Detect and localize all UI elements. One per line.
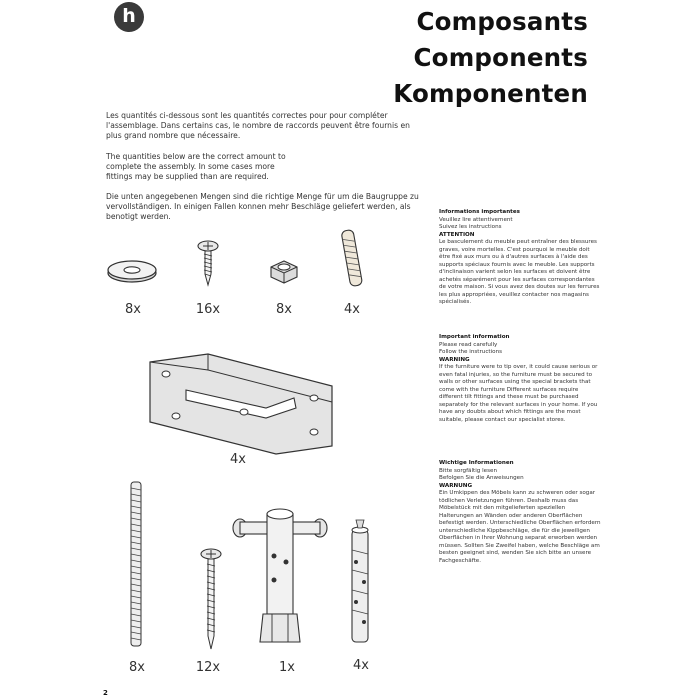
brand-logo: h <box>114 2 144 32</box>
washer-qty: 8x <box>125 302 141 317</box>
bracket-icon <box>146 350 336 458</box>
intro-en: The quantities below are the correct amount to complete the assembly. In some cases more fittings may be supplied than are required. <box>106 152 286 181</box>
bracket-qty: 4x <box>230 452 246 467</box>
page-titles <box>393 4 588 112</box>
info-en-warning: WARNING <box>439 356 470 363</box>
info-en-line1: Please read carefully <box>439 341 498 348</box>
dowel-qty: 4x <box>344 302 360 317</box>
info-de-body: Ein Umkippen des Möbels kann zu schweren oder sogar tödlichen Verletzungen führen. Deshalb muss das Möbelstück mit den mitgelieferten speziellen Halterungen an Wänden oder anderen Oberflächen befestigt werden. Unterschiedliche Oberflächen erfordern unterschiedliche Kippbeschläge, die für die jeweiligen Oberflächen in Ihrer Wohnung separat erworben werden müssen. Sollten Sie Zweifel haben, welche Beschläge am besten geeignet sind, wenden Sie sich bitte an unsere Fachgeschäfte. <box>439 490 601 564</box>
info-en-line2: Follow the instructions <box>439 349 503 355</box>
info-fr-warning: ATTENTION <box>439 231 475 238</box>
dowel-icon <box>340 226 364 292</box>
info-fr-title: Informations importantes <box>439 209 520 215</box>
tool-qty: 1x <box>279 660 295 675</box>
threaded-rod-qty: 8x <box>129 660 145 675</box>
info-en-body: If the furniture were to tip over, it could cause serious or even fatal injuries, so the furniture must be secured to walls or other surfaces using the special brackets that come with the furniture Different surfaces require different tilt fittings and these must be purchased separately for the relevant surfaces in your home. If you have any doubts about which fittings are the most suitable, please contact our specialist stores. <box>439 364 598 423</box>
box-wrench-tool-icon <box>230 500 330 650</box>
short-screw-icon <box>194 238 222 288</box>
info-fr-body: Le basculement du meuble peut entraîner des blessures graves, voire mortelles. C'est pourquoi le meuble doit être fixé aux murs ou à d'autres surfaces à l'aide des supports spéciaux fournis avec le meuble. Les supports d'inclinaison varient selon les surfaces et doivent être achetés séparément pour les surfaces correspondantes de votre maison. Si vous avez des doutes sur les ferrures les plus appropriées, veuillez contacter nos magasins spécialisés. <box>439 239 600 305</box>
title-fr: Composants <box>416 7 588 36</box>
info-fr-line2: Suivez les instructions <box>439 224 502 230</box>
washer-icon <box>106 258 158 284</box>
anchor-qty: 4x <box>353 658 369 673</box>
threaded-rod-icon <box>126 480 146 650</box>
info-block-fr <box>439 209 601 307</box>
info-de-title: Wichtige Informationen <box>439 460 514 466</box>
title-de: Komponenten <box>393 79 588 108</box>
wall-anchor-icon <box>344 520 376 650</box>
intro-fr: Les quantités ci-dessous sont les quantités correctes pour pour compléter l'assemblage. Dans certains cas, le nombre de raccords peuvent être fournis en plus grand nombre que nécessaire. <box>106 111 410 140</box>
short-screw-qty: 16x <box>195 302 221 317</box>
title-en: Components <box>413 43 588 72</box>
long-screw-icon <box>198 546 224 652</box>
info-block-de <box>439 460 601 565</box>
info-de-line2: Befolgen Sie die Anweisungen <box>439 475 524 481</box>
info-de-warning: WARNUNG <box>439 482 473 489</box>
info-en-title: Important information <box>439 334 510 340</box>
info-fr-line1: Veuillez lire attentivement <box>439 216 513 223</box>
info-block-en <box>439 334 601 424</box>
nut-icon <box>268 257 300 287</box>
long-screw-qty: 12x <box>195 660 221 675</box>
nut-qty: 8x <box>276 302 292 317</box>
page-number: 2 <box>103 689 108 697</box>
info-de-line1: Bitte sorgfältig lesen <box>439 467 498 474</box>
intro-de: Die unten angegebenen Mengen sind die richtige Menge für um die Baugruppe zu vervollständigen. In einigen Fallen konnen mehr Beschläge geliefert werden, als benotigt werden. <box>106 192 419 221</box>
